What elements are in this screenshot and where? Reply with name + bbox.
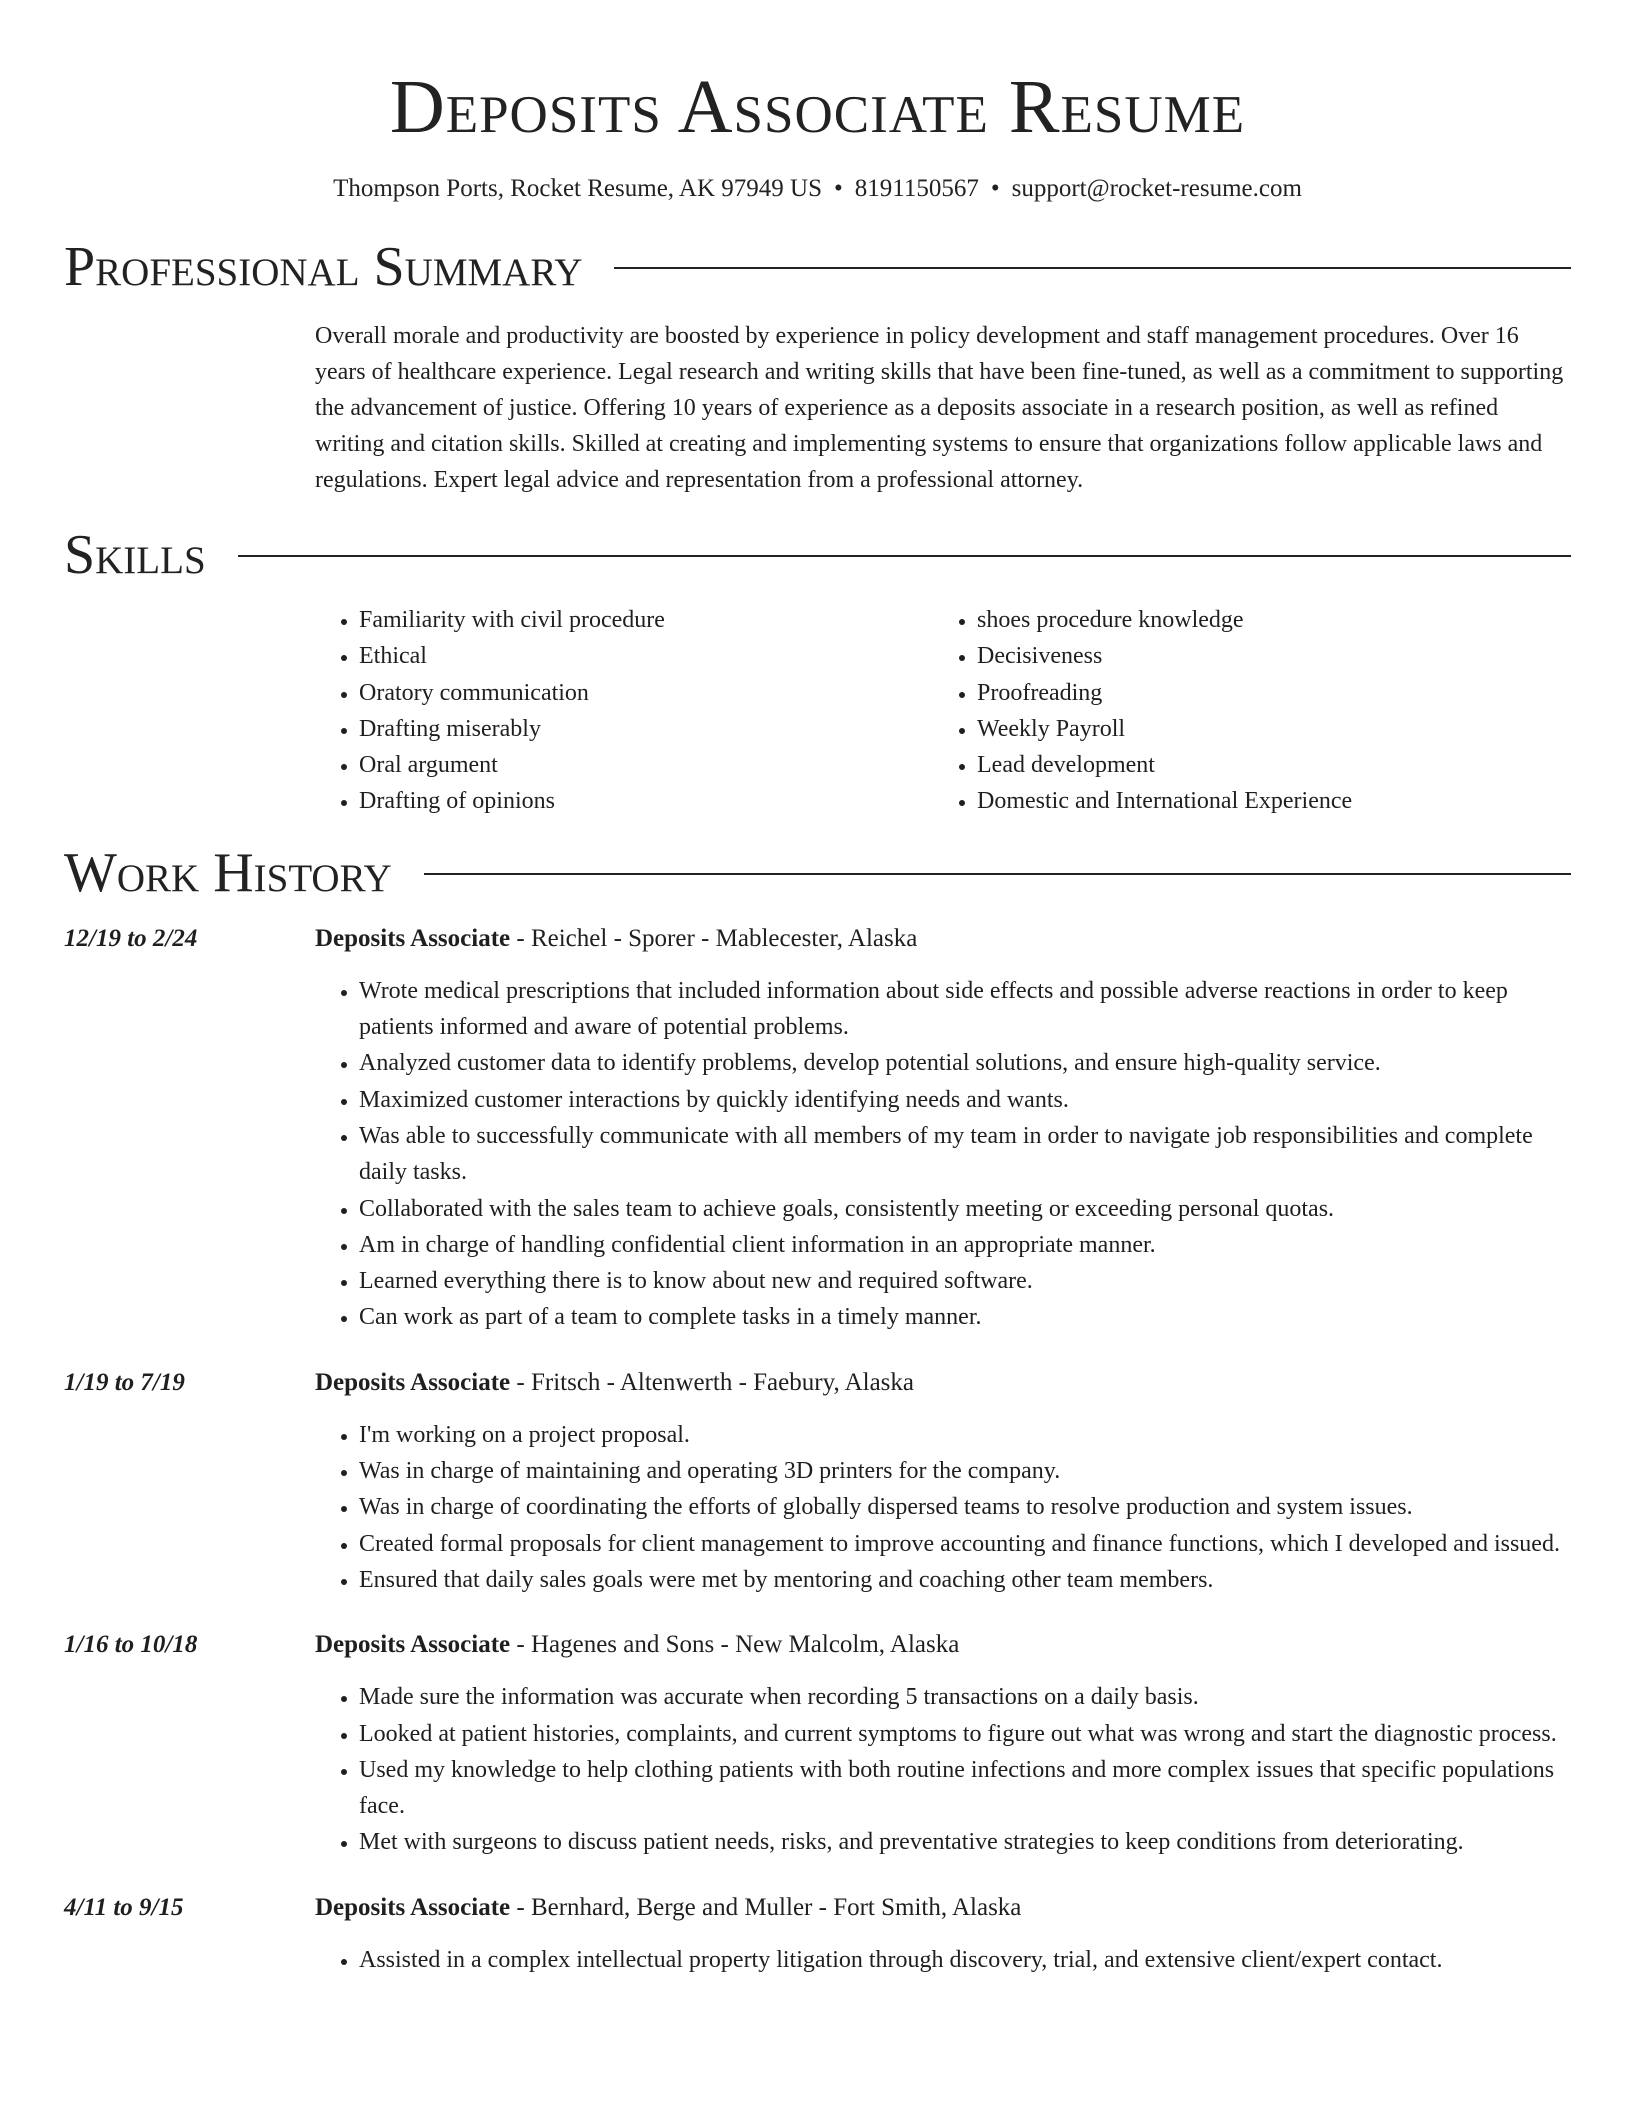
job-heading [315,1365,1571,1401]
job-heading [315,1890,1571,1926]
section-divider [424,873,1571,875]
job-title: Deposits Associate [315,1893,511,1921]
job-bullet: • Can work as part of a team to complete tasks in a timely manner. [359,1299,1571,1335]
job-bullets [315,1942,1571,1978]
job-bullet: • Looked at patient histories, complaints, and current symptoms to figure out what was wrong and start the diagnostic process. [359,1716,1571,1752]
job-title: Deposits Associate [315,1368,511,1396]
skill-item: • shoes procedure knowledge [977,602,1551,638]
skills-section-header [64,522,1571,588]
job-bullet: • Collaborated with the sales team to achieve goals, consistently meeting or exceeding personal quotas. [359,1191,1571,1227]
skills-list [315,602,1571,820]
skill-item: • Familiarity with civil procedure [359,602,933,638]
resume-page [64,0,1571,1978]
skill-item: • Proofreading [977,675,1551,711]
job-dates: 12/19 to 2/24 [64,924,198,952]
job-employer-location: - Hagenes and Sons - New Malcolm, Alaska [510,1631,960,1659]
job-bullet: • Maximized customer interactions by quickly identifying needs and wants. [359,1082,1571,1118]
job-bullets [315,1679,1571,1860]
job-dates: 1/19 to 7/19 [64,1368,185,1396]
skills-column-left [315,602,933,820]
skill-item: • Oratory communication [359,675,933,711]
skill-item: • Lead development [977,747,1551,783]
job-bullet: • Ensured that daily sales goals were met by mentoring and coaching other team members. [359,1562,1571,1598]
job-bullet: • Was in charge of coordinating the efforts of globally dispersed teams to resolve production and system issues. [359,1489,1571,1525]
resume-title: Deposits Associate Resume [389,65,1246,149]
job-bullet: • Was in charge of maintaining and operating 3D printers for the company. [359,1453,1571,1489]
contact-email: support@rocket-resume.com [1011,175,1302,202]
job-bullet: • Learned everything there is to know about new and required software. [359,1263,1571,1299]
job-body [315,921,1571,1336]
contact-phone: 8191150567 [854,175,979,202]
job-bullet: • Created formal proposals for client management to improve accounting and finance functions, which I developed and issued. [359,1526,1571,1562]
job-title: Deposits Associate [315,924,511,952]
section-divider [614,267,1571,269]
job-bullet: • Wrote medical prescriptions that included information about side effects and possible adverse reactions in order to keep patients informed and aware of potential problems. [359,973,1571,1046]
contact-line [64,172,1571,206]
skill-item: • Ethical [359,638,933,674]
skill-item: • Drafting miserably [359,711,933,747]
contact-separator: • [834,175,843,202]
skill-item: • Domestic and International Experience [977,783,1551,819]
skill-item: • Decisiveness [977,638,1551,674]
job-dates: 4/11 to 9/15 [64,1893,184,1921]
job-entry [64,1627,1571,1860]
job-bullet: • I'm working on a project proposal. [359,1417,1571,1453]
job-title: Deposits Associate [315,1631,511,1659]
job-bullet: • Analyzed customer data to identify problems, develop potential solutions, and ensure high-quality service. [359,1045,1571,1081]
section-divider [238,555,1571,557]
job-entry [64,1890,1571,1978]
job-bullets [315,973,1571,1336]
skill-item: • Weekly Payroll [977,711,1551,747]
job-bullet: • Assisted in a complex intellectual property litigation through discovery, trial, and extensive client/expert contact. [359,1942,1571,1978]
work-section-header [64,840,1571,906]
job-bullets [315,1417,1571,1598]
job-bullet: • Was able to successfully communicate with all members of my team in order to navigate job responsibilities and complete daily tasks. [359,1118,1571,1191]
job-bullet: • Made sure the information was accurate when recording 5 transactions on a daily basis. [359,1679,1571,1715]
summary-section-header [64,234,1571,300]
work-heading: Work History [64,841,392,904]
job-employer-location: - Fritsch - Altenwerth - Faebury, Alaska [510,1368,914,1396]
skills-heading: Skills [64,524,206,586]
work-history-list [64,921,1571,1978]
job-body [315,1890,1571,1978]
job-heading [315,1627,1571,1663]
job-dates: 1/16 to 10/18 [64,1631,198,1659]
contact-address: Thompson Ports, Rocket Resume, AK 97949 US [333,175,822,202]
job-entry [64,921,1571,1336]
job-bullet: • Am in charge of handling confidential client information in an appropriate manner. [359,1227,1571,1263]
skills-column-right [933,602,1551,820]
job-body [315,1365,1571,1598]
contact-separator: • [990,175,1000,202]
job-bullet: • Used my knowledge to help clothing patients with both routine infections and more complex issues that specific populations face. [359,1752,1571,1825]
job-body [315,1627,1571,1860]
summary-heading: Professional Summary [64,236,583,298]
job-entry [64,1365,1571,1598]
job-heading [315,921,1571,957]
job-bullet: • Met with surgeons to discuss patient needs, risks, and preventative strategies to keep conditions from deteriorating. [359,1824,1571,1860]
summary-text: Overall morale and productivity are boosted by experience in policy development and staff management procedures. Over 16 years of healthcare experience. Legal research and writing skills that have been fine-tuned, as well as a commitment to supporting the advancement of justice. Offering 10 years of experience as a deposits associate in a research position, as well as refined writing and citation skills. Skilled at creating and implementing systems to ensure that organizations follow applicable laws and regulations. Expert legal advice and representation from a professional attorney. [315,323,1564,493]
skill-item: • Drafting of opinions [359,783,933,819]
skill-item: • Oral argument [359,747,933,783]
job-employer-location: - Bernhard, Berge and Muller - Fort Smith, Alaska [510,1893,1022,1921]
job-employer-location: - Reichel - Sporer - Mablecester, Alaska [510,924,918,952]
